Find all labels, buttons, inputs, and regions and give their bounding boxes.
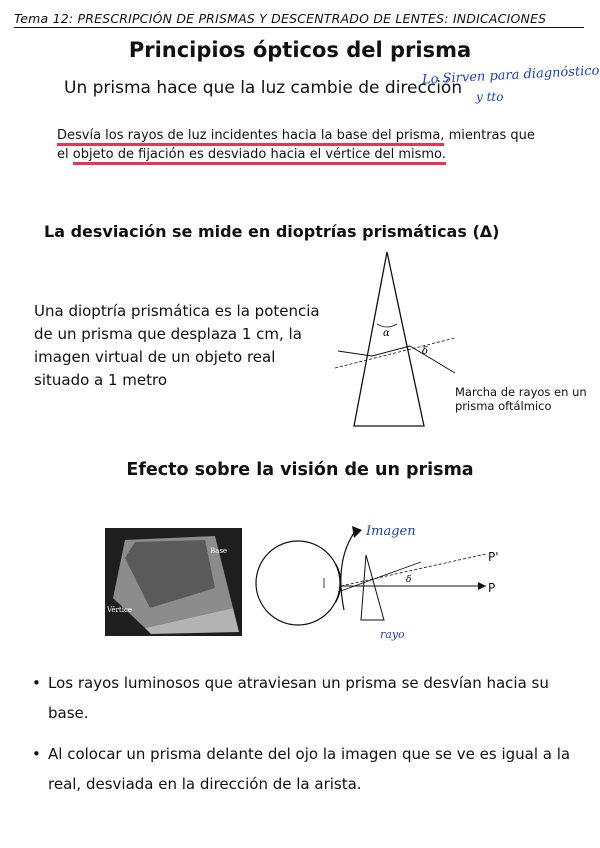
handwritten-note-2: y tto (476, 90, 504, 104)
bullet-item (32, 668, 577, 728)
prism-ray-diagram (330, 248, 460, 428)
prism-outline (354, 252, 424, 426)
page-header: Tema 12: PRESCRIPCIÓN DE PRISMAS Y DESCENTRADO DE LENTES: INDICACIONES (14, 11, 584, 28)
handwritten-note: Lo Sirven para diagnóstico (421, 63, 600, 88)
deviation-line-2 (57, 145, 446, 164)
bullet-text: Al colocar un prisma delante del ojo la imagen que se ve es igual a la real, desviada en la dirección de la arista. (48, 745, 571, 793)
alpha-label: α (383, 328, 390, 339)
image-label: Imagen (366, 524, 416, 539)
eye-globe (256, 541, 340, 625)
prism-triangle (361, 555, 384, 620)
prism-diopter-definition: Una dioptría prismática es la potencia de un prisma que desplaza 1 cm, la imagen virtual de un objeto real situado a 1 metro (34, 302, 320, 389)
plain-text: el (57, 147, 73, 162)
deviation-line-1 (57, 126, 535, 145)
p-label: P (488, 581, 496, 595)
emergent-ray (410, 346, 455, 373)
plain-text: mientras que (444, 128, 535, 143)
arc-arrow (352, 526, 362, 538)
ray-diagram-caption: Marcha de rayos en un prisma oftálmico (455, 385, 587, 413)
bullet-dot: • (32, 745, 41, 763)
section-heading-vision: Efecto sobre la visión de un prisma (126, 460, 474, 480)
highlighted-text: objeto de fijación es desviado hacia el vértice del mismo. (73, 147, 446, 165)
bullet-dot: • (32, 674, 41, 692)
p-prime-label: P' (488, 550, 499, 564)
line-to-p-prime (341, 554, 486, 586)
prism-photo (105, 528, 242, 636)
p-arrowhead (478, 582, 486, 590)
alpha-arc (377, 324, 397, 327)
base-label: Base (210, 547, 228, 555)
direction-arc (341, 530, 356, 610)
bullet-text: Los rayos luminosos que atraviesan un prisma se desvían hacia su base. (48, 674, 549, 722)
prism-photo-graphic (105, 528, 242, 636)
intro-text: Un prisma hace que la luz cambie de dirección (64, 78, 463, 98)
ray-label: rayo (380, 628, 405, 641)
vertex-label: Vértice (107, 606, 133, 614)
page-title: Principios ópticos del prisma (128, 38, 472, 62)
delta-label-eye: δ (406, 575, 412, 585)
bullet-item (32, 739, 577, 799)
incident-ray (338, 351, 372, 356)
highlighted-text: Desvía los rayos de luz incidentes hacia la base del prisma, (57, 128, 444, 146)
delta-label: δ (422, 346, 429, 357)
section-heading-deviation: La desviación se mide en dioptrías prismáticas (Δ) (44, 222, 500, 241)
